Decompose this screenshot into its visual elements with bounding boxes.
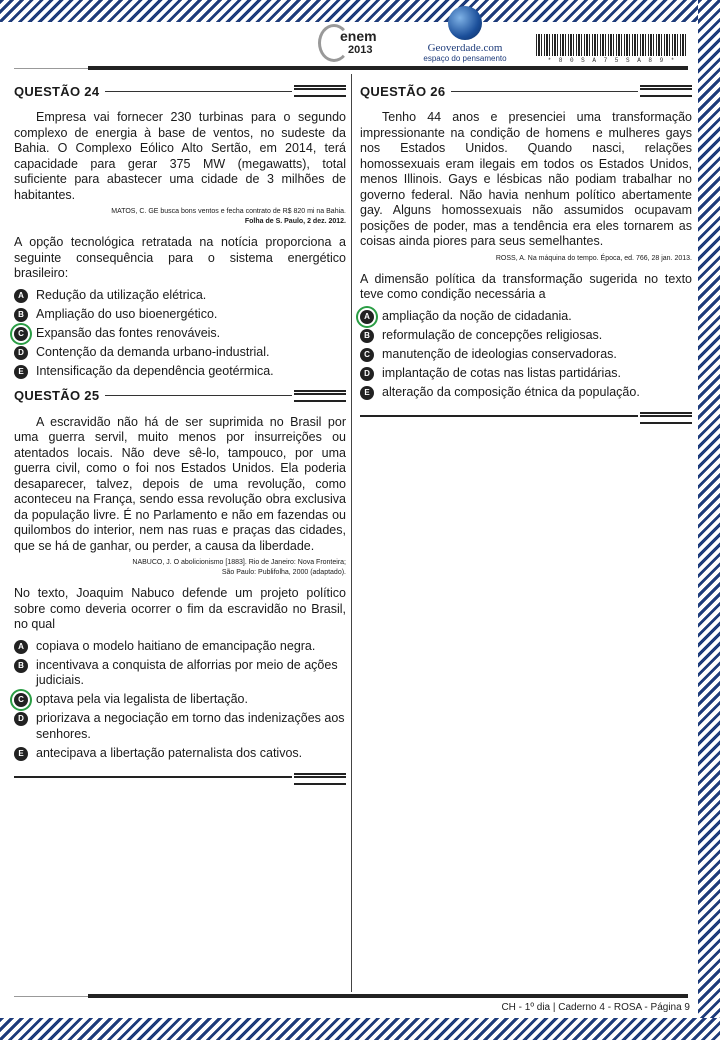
option-letter-badge: D bbox=[14, 346, 28, 360]
bottom-border-stripe bbox=[0, 1018, 720, 1040]
option-text: implantação de cotas nas listas partidárias. bbox=[382, 365, 622, 380]
enem-word: enem bbox=[340, 28, 377, 44]
question-end-rule bbox=[360, 412, 692, 420]
option-text: Expansão das fontes renováveis. bbox=[36, 325, 221, 340]
option-c[interactable] bbox=[360, 347, 692, 363]
option-text: ampliação da noção de cidadania. bbox=[382, 308, 572, 323]
site-name: Geoverdade.com bbox=[427, 42, 503, 54]
question-stem: A dimensão política da transformação sugerida no texto teve como condição necessária a bbox=[360, 271, 692, 301]
question-header bbox=[14, 82, 346, 100]
question-header bbox=[360, 82, 692, 100]
source-citation bbox=[360, 254, 692, 264]
option-c-correct[interactable] bbox=[14, 692, 346, 708]
source-citation bbox=[14, 207, 346, 227]
option-letter-badge: E bbox=[14, 747, 28, 761]
question-text: Empresa vai fornecer 230 turbinas para o segundo complexo de energia à base de ventos, no sudeste da Bahia. O Complexo Eólico Alto Sertão, em 2014, terá capacidade para gerar 375 MW (megawatts), total suficiente para abastecer uma cidade de 3 milhões de habitantes. bbox=[14, 110, 346, 202]
header-line bbox=[105, 395, 292, 396]
footer-rule bbox=[88, 994, 688, 998]
option-a-correct[interactable] bbox=[360, 309, 692, 325]
option-letter-badge: E bbox=[14, 365, 28, 379]
question-26 bbox=[360, 82, 692, 420]
option-letter-badge: B bbox=[360, 329, 374, 343]
question-title: QUESTÃO 24 bbox=[14, 83, 100, 99]
option-c-correct[interactable] bbox=[14, 326, 346, 342]
option-text: copiava o modelo haitiano de emancipação negra. bbox=[36, 638, 316, 653]
header-line bbox=[105, 91, 292, 92]
option-text: Intensificação da dependência geotérmica. bbox=[36, 363, 274, 378]
page-footer: CH - 1º dia | Caderno 4 - ROSA - Página 9 bbox=[501, 1002, 690, 1013]
question-25 bbox=[14, 387, 346, 782]
option-letter-badge: E bbox=[360, 386, 374, 400]
question-stem: A opção tecnológica retratada na notícia proporciona a seguinte consequência para o sistema energético brasileiro: bbox=[14, 235, 346, 280]
option-letter-badge: A bbox=[14, 289, 28, 303]
header-bars bbox=[294, 85, 346, 97]
option-e[interactable] bbox=[360, 385, 692, 401]
question-title: QUESTÃO 25 bbox=[14, 388, 100, 403]
option-text: Contenção da demanda urbano-industrial. bbox=[36, 344, 270, 359]
enem-year: 2013 bbox=[348, 44, 373, 56]
option-letter-badge-correct: C bbox=[14, 327, 28, 341]
top-border-stripe bbox=[0, 0, 720, 22]
option-letter-badge: B bbox=[14, 659, 28, 673]
source-line-1: MATOS, C. GE busca bons ventos e fecha contrato de R$ 820 mi na Bahia. bbox=[111, 208, 346, 215]
option-d[interactable] bbox=[360, 366, 692, 382]
question-text: Tenho 44 anos e presenciei uma transformação impressionante na condição de homens e mulheres gays nos Estados Unidos. Quando nasci, relações homossexuais eram ilegais em todos os Estados Unidos, menos Illinois. Gays e lésbicas não podiam trabalhar no governo federal. Não havia nenhum político abertamente gay. Alguns homossexuais não assumidos ocupavam posições de poder, mas a tendência era eles tornarem as coisas ainda piores para seus semelhantes. bbox=[360, 110, 692, 248]
option-letter-badge: B bbox=[14, 308, 28, 322]
option-text: Redução da utilização elétrica. bbox=[36, 287, 207, 302]
source-line-1: ROSS, A. Na máquina do tempo. Época, ed. 766, 28 jan. 2013. bbox=[495, 254, 692, 262]
question-24 bbox=[14, 82, 346, 379]
header-rule bbox=[88, 66, 688, 70]
question-end-rule bbox=[14, 773, 346, 781]
option-text: Ampliação do uso bioenergético. bbox=[36, 306, 218, 321]
option-b[interactable] bbox=[360, 328, 692, 344]
option-letter-badge: D bbox=[14, 712, 28, 726]
column-divider bbox=[351, 74, 352, 992]
source-line-2: Folha de S. Paulo, 2 dez. 2012. bbox=[244, 218, 346, 225]
source-line-2: São Paulo: Publifolha, 2000 (adaptado). bbox=[221, 569, 346, 576]
option-letter-badge-correct: A bbox=[360, 310, 374, 324]
option-e[interactable] bbox=[14, 746, 346, 762]
globe-icon bbox=[448, 6, 482, 40]
left-column bbox=[14, 82, 346, 781]
option-text: optava pela via legalista de libertação. bbox=[36, 692, 248, 706]
question-title: QUESTÃO 26 bbox=[360, 83, 446, 99]
question-text: A escravidão não há de ser suprimida no Brasil por uma guerra servil, muito menos por insurreições ou atentados locais. Não deve sê-lo, tampouco, por uma guerra civil, como o foi nos Estados Unidos. Ela poderia desaparecer, talvez, depois de uma revolução, como aconteceu na França, sendo essa revolução obra exclusiva da população livre. É no Parlamento e não em fazendas ou quilombos do interior, nem nas ruas e praças das cidades, que se há de ganhar, ou perder, a causa da liberdade. bbox=[14, 414, 346, 553]
source-line-1: NABUCO, J. O abolicionismo [1883]. Rio de Janeiro: Nova Fronteira; bbox=[132, 559, 346, 566]
question-stem: No texto, Joaquim Nabuco defende um projeto político sobre como deveria ocorrer o fim da escravidão no Brasil, no qual bbox=[14, 586, 346, 631]
option-a[interactable] bbox=[14, 288, 346, 304]
option-letter-badge: D bbox=[360, 367, 374, 381]
enem-logo bbox=[318, 24, 398, 64]
option-letter-badge: C bbox=[360, 348, 374, 362]
barcode bbox=[536, 34, 688, 56]
header-rule-thin bbox=[14, 68, 88, 69]
question-header bbox=[14, 387, 346, 405]
header-line bbox=[451, 91, 638, 92]
barcode-digits: * 8 0 S A 7 5 S A 8 9 * bbox=[547, 57, 677, 64]
option-text: priorizava a negociação em torno das indenizações aos senhores. bbox=[36, 711, 345, 741]
option-e[interactable] bbox=[14, 364, 346, 380]
footer-rule-thin bbox=[14, 996, 88, 997]
header-bars bbox=[294, 390, 346, 402]
option-text: alteração da composição étnica da população. bbox=[382, 384, 640, 399]
option-d[interactable] bbox=[14, 345, 346, 361]
source-citation bbox=[14, 558, 346, 578]
right-column bbox=[360, 82, 692, 420]
option-letter-badge: A bbox=[14, 640, 28, 654]
option-text: reformulação de concepções religiosas. bbox=[382, 327, 603, 342]
header-bars bbox=[640, 85, 692, 97]
option-letter-badge-correct: C bbox=[14, 693, 28, 707]
option-d[interactable] bbox=[14, 711, 346, 742]
right-border-stripe bbox=[698, 0, 720, 1040]
option-b[interactable] bbox=[14, 307, 346, 323]
site-tagline: espaço do pensamento bbox=[423, 54, 507, 63]
option-b[interactable] bbox=[14, 658, 346, 689]
option-text: incentivava a conquista de alforrias por meio de ações judiciais. bbox=[36, 657, 338, 687]
option-text: manutenção de ideologias conservadoras. bbox=[382, 346, 617, 361]
option-a[interactable] bbox=[14, 639, 346, 655]
option-text: antecipava a libertação paternalista dos cativos. bbox=[36, 745, 303, 760]
